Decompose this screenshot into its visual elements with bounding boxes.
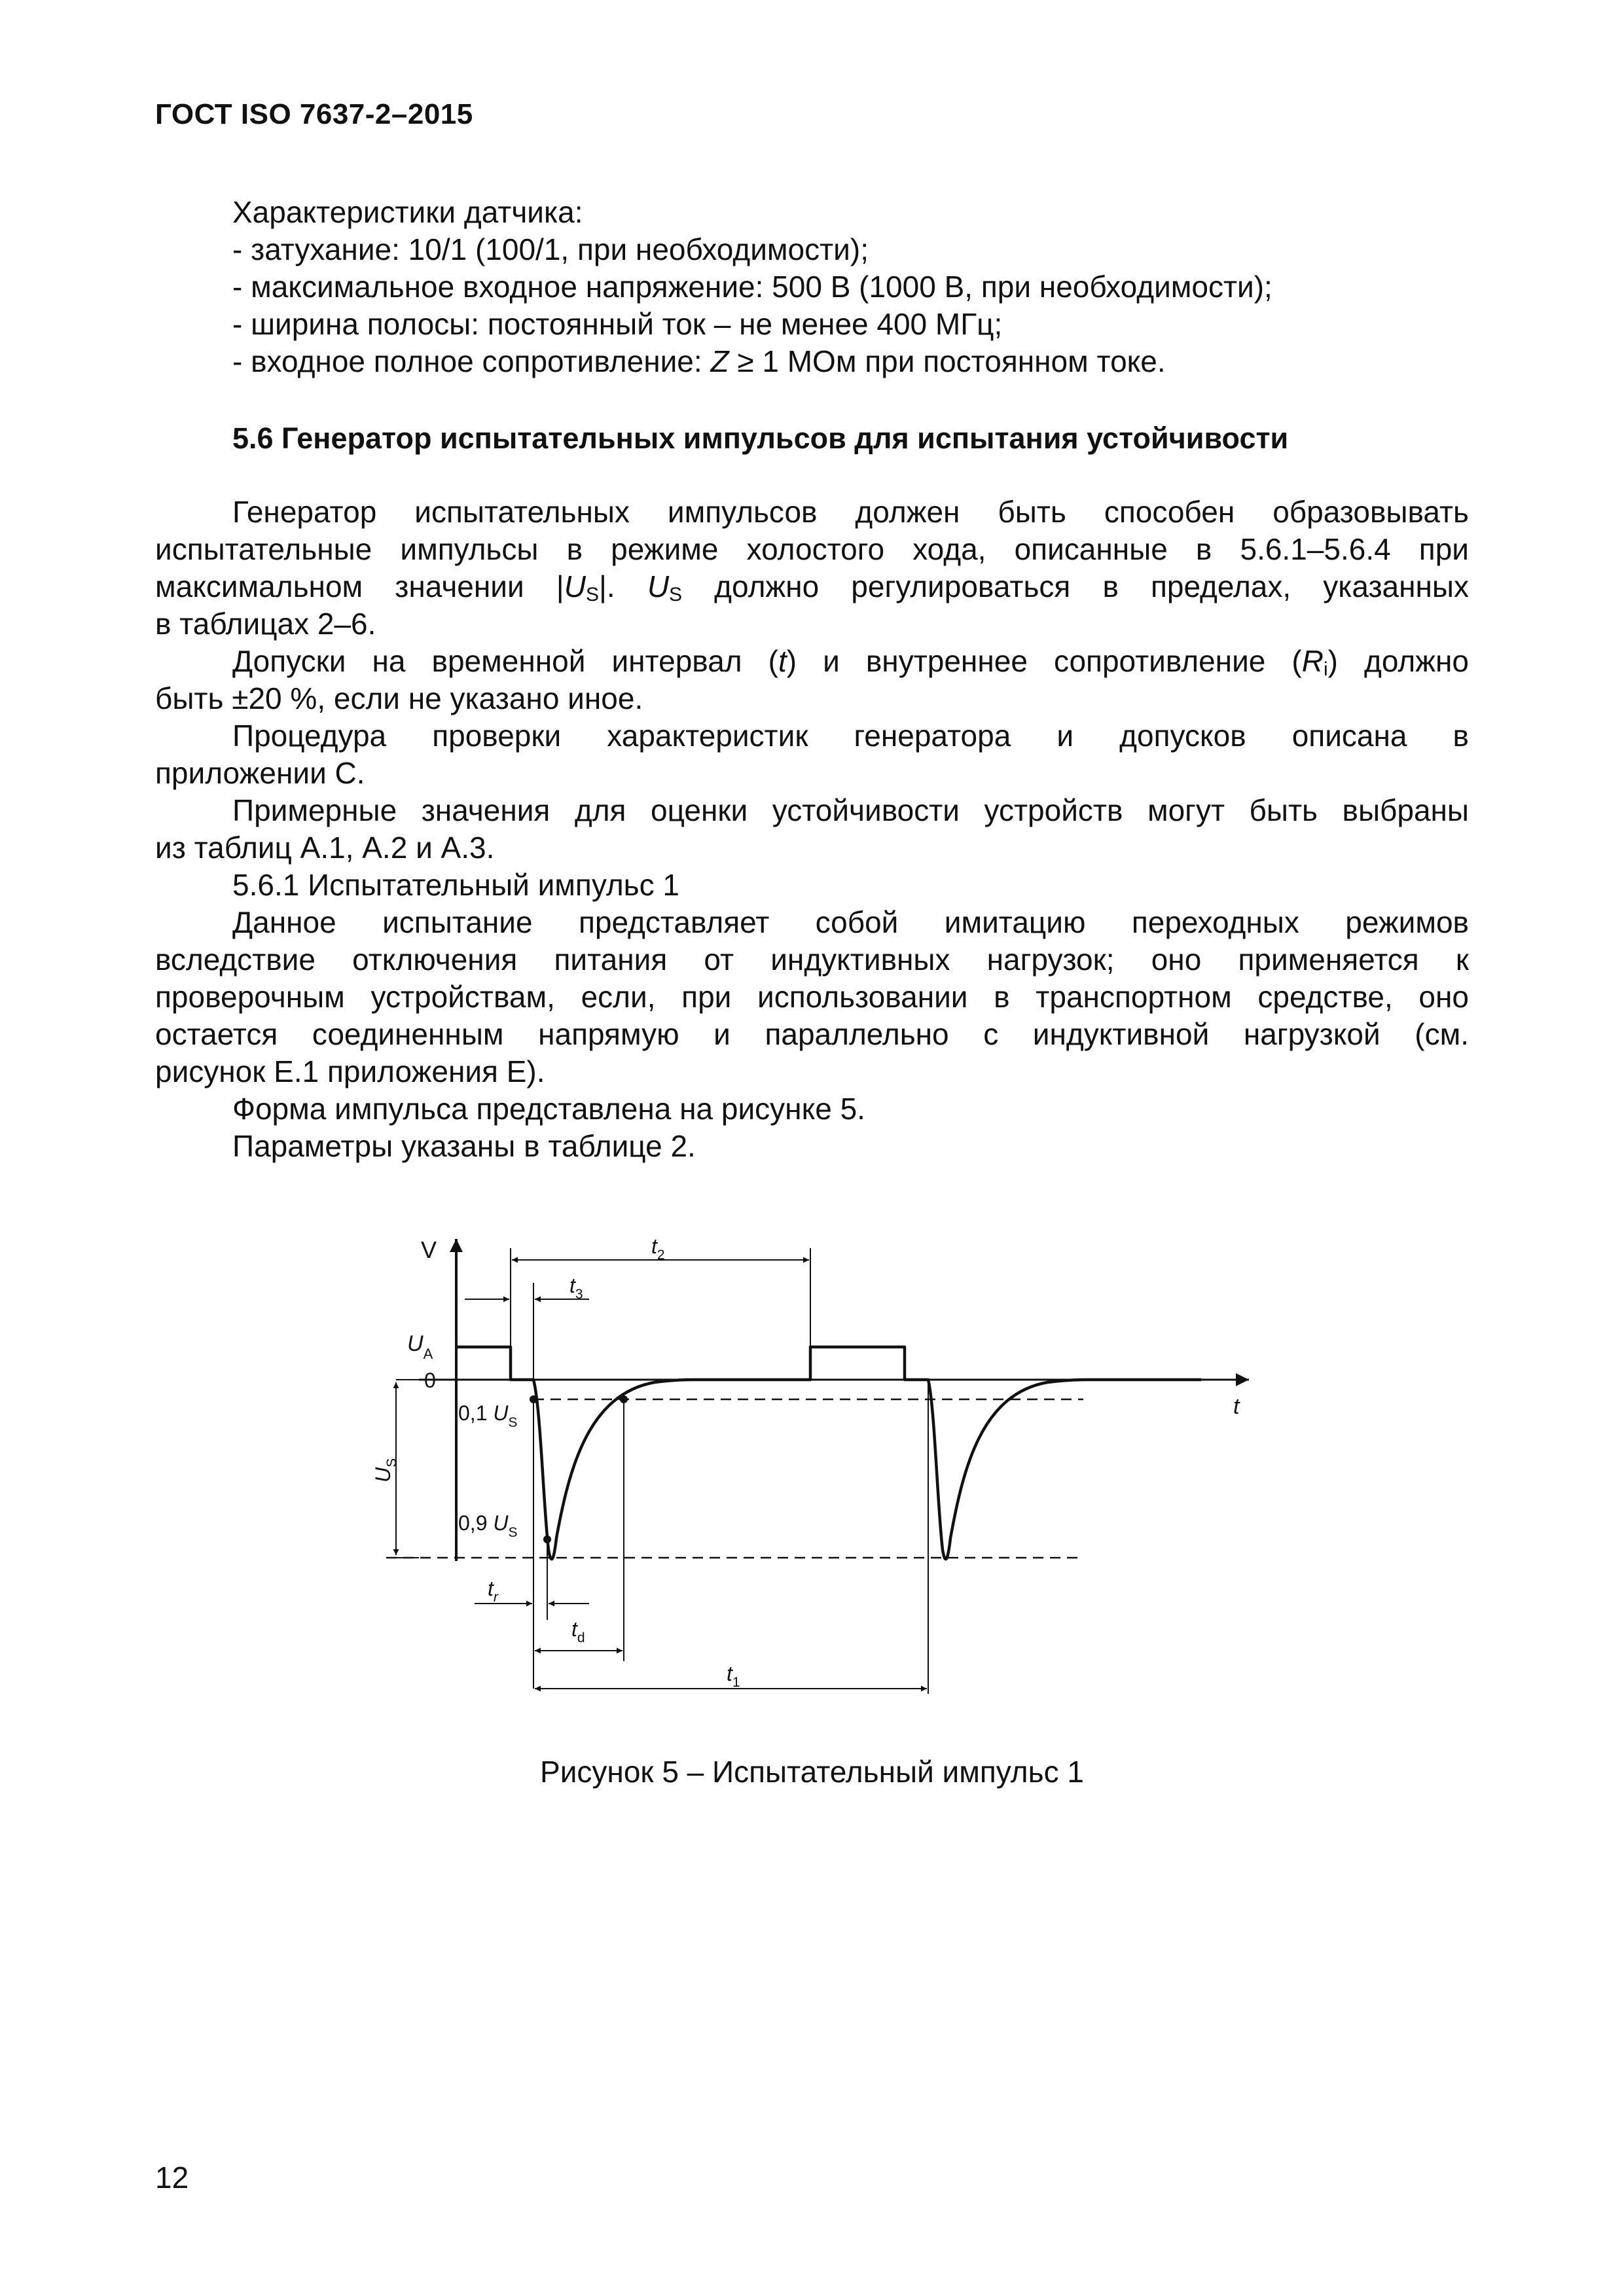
text-fragment: ) и внутреннее сопротивление ( bbox=[786, 644, 1302, 678]
t3-label: $t_3$ bbox=[569, 1274, 583, 1302]
paragraph-line: испытательные импульсы в режиме холостого хода, описанные в 5.6.1–5.6.4 при bbox=[155, 532, 1469, 566]
paragraph-line: быть ±20 %, если не указано иное. bbox=[155, 681, 643, 715]
paragraph-line: Генератор испытательных импульсов должен быть способен образовывать bbox=[232, 495, 1469, 529]
paragraph-line: вследствие отключения питания от индуктивных нагрузок; оно применяется к bbox=[155, 942, 1469, 977]
text-fragment: |. bbox=[598, 569, 647, 603]
td-label: $t_d$ bbox=[571, 1617, 585, 1645]
paragraph-line: Процедура проверки характеристик генератора и допусков описана в bbox=[232, 719, 1469, 753]
t2-label: $t_2$ bbox=[651, 1234, 665, 1263]
v-axis-label: V bbox=[421, 1236, 437, 1263]
sensor-item: - затухание: 10/1 (100/1, при необходимости); bbox=[232, 232, 869, 266]
section-heading: 5.6 Генератор испытательных импульсов для испытания устойчивости bbox=[232, 422, 1289, 455]
paragraph-line: в таблицах 2–6. bbox=[155, 607, 376, 641]
paragraph-line: Данное испытание представляет собой имитацию переходных режимов bbox=[232, 905, 1469, 939]
paragraph-line: приложении С. bbox=[155, 756, 365, 790]
document-header: ГОСТ ISO 7637-2–2015 bbox=[155, 98, 473, 130]
r-subscript: i bbox=[1323, 658, 1328, 680]
page-number: 12 bbox=[155, 2161, 189, 2195]
paragraph-line: Примерные значения для оценки устойчивости устройств могут быть выбраны bbox=[232, 793, 1469, 827]
paragraph-line: Параметры указаны в таблице 2. bbox=[232, 1129, 696, 1163]
text-fragment: максимальном значении | bbox=[155, 569, 564, 603]
us-subscript: S bbox=[585, 584, 599, 605]
paragraph-line: Форма импульса представлена на рисунке 5. bbox=[232, 1092, 865, 1126]
text-fragment: Допуски на временной интервал ( bbox=[232, 644, 778, 678]
paragraph-line: из таблиц А.1, А.2 и А.3. bbox=[155, 831, 495, 865]
paragraph-line: проверочным устройствам, если, при использовании в транспортном средстве, оно bbox=[155, 980, 1469, 1014]
r-symbol: R bbox=[1301, 644, 1324, 678]
sensor-title: Характеристики датчика: bbox=[232, 195, 583, 229]
us-symbol: U bbox=[647, 569, 670, 603]
zero-label: 0 bbox=[424, 1369, 436, 1392]
impedance-prefix: - входное полное сопротивление: bbox=[232, 344, 711, 378]
us-symbol: U bbox=[564, 569, 586, 603]
p01-label: 0,1 $U_S$ bbox=[458, 1401, 518, 1430]
sensor-item: - максимальное входное напряжение: 500 В (1000 В, при необходимости); bbox=[232, 270, 1272, 304]
ua-label: $U_A$ bbox=[407, 1331, 433, 1362]
text-fragment: должно регулироваться в пределах, указанных bbox=[682, 569, 1469, 603]
impedance-suffix: ≥ 1 МОм при постоянном токе. bbox=[729, 344, 1166, 378]
subsection-heading: 5.6.1 Испытательный импульс 1 bbox=[232, 868, 679, 902]
t-axis-label: t bbox=[1233, 1394, 1240, 1419]
t1-label: $t_1$ bbox=[727, 1662, 740, 1690]
p09-label: 0,9 $U_S$ bbox=[458, 1511, 518, 1540]
sensor-item: - ширина полосы: постоянный ток – не менее 400 МГц; bbox=[232, 307, 1003, 341]
figure-caption: Рисунок 5 – Испытательный импульс 1 bbox=[540, 1755, 1084, 1789]
paragraph-line: рисунок Е.1 приложения Е). bbox=[155, 1054, 545, 1088]
paragraph-line: остается соединенным напрямую и параллельно с индуктивной нагрузкой (см. bbox=[155, 1017, 1469, 1051]
impedance-symbol: Z bbox=[710, 344, 729, 378]
tr-label: $t_r$ bbox=[488, 1577, 498, 1605]
us-subscript: S bbox=[669, 584, 683, 605]
us-vertical-label: $U_S$ bbox=[371, 1458, 399, 1482]
t-symbol: t bbox=[778, 644, 787, 678]
text-fragment: ) должно bbox=[1327, 644, 1469, 678]
